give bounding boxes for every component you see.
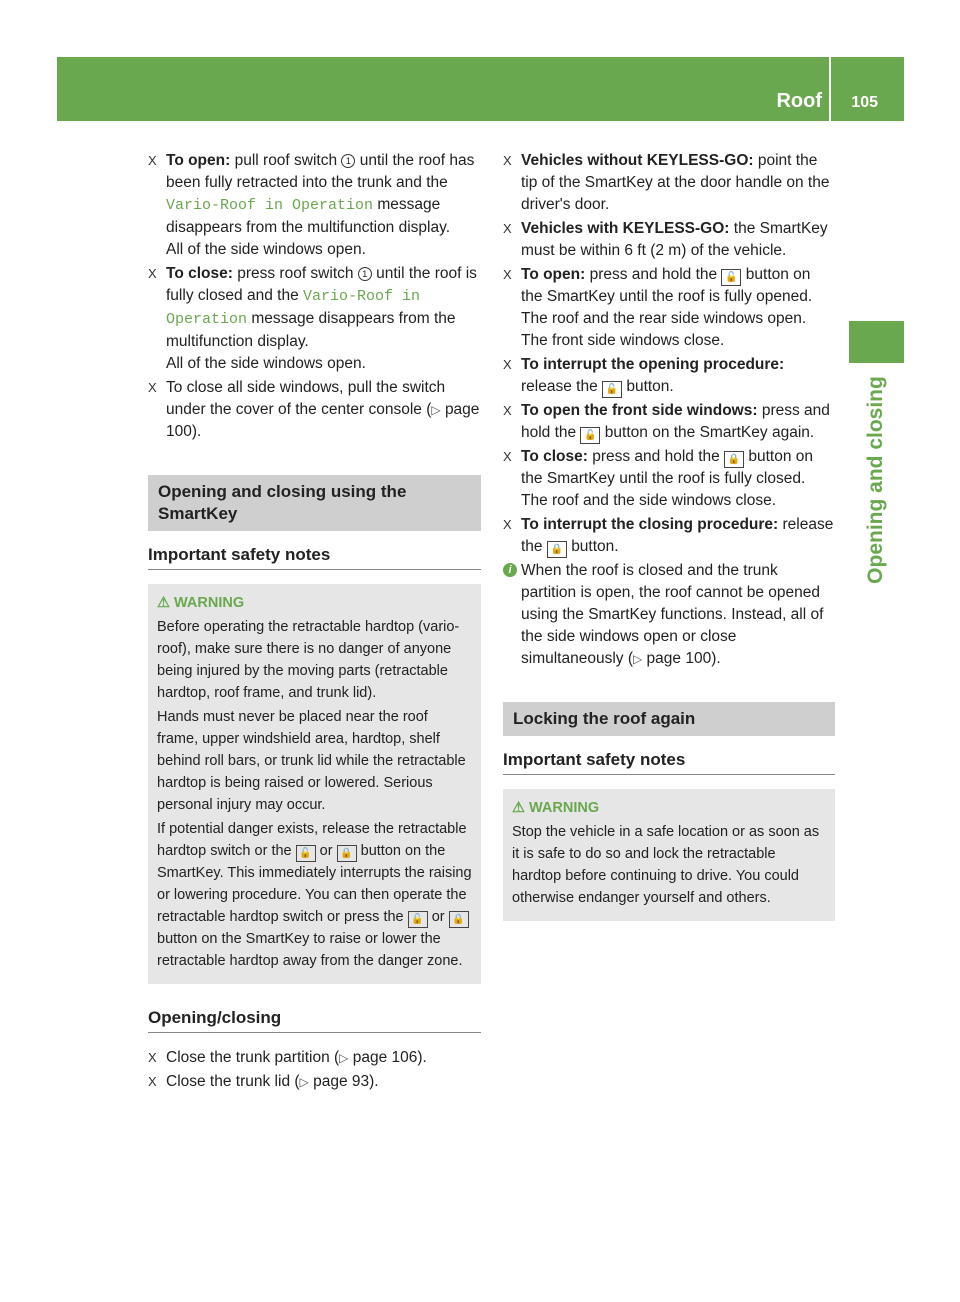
- list-item: X To open: pull roof switch 1 until the roof has been fully retracted into the trunk and the Vario-Roof in Operation message disappears from the multifunction display. All of the side windows open.: [148, 152, 475, 258]
- bullet-arrow-icon: X: [148, 1050, 157, 1065]
- unlock-icon: 🔓: [580, 427, 600, 444]
- section-title: Roof: [776, 90, 822, 112]
- list-item: X To interrupt the opening procedure: release the 🔓 button.: [503, 354, 835, 398]
- warning-title: WARNING: [174, 595, 245, 611]
- list-item: X Vehicles without KEYLESS-GO: point the tip of the SmartKey at the door handle on the driver's door.: [503, 152, 830, 213]
- bullet-arrow-icon: X: [503, 449, 512, 464]
- list-item: X To open the front side windows: press and hold the 🔓 button on the SmartKey again.: [503, 400, 835, 444]
- bullet-arrow-icon: X: [503, 153, 512, 168]
- list-item: X To open: press and hold the 🔓 button on the SmartKey until the roof is fully opened. The roof and the rear side windows open. The front side windows close.: [503, 266, 813, 349]
- bullet-arrow-icon: X: [503, 517, 512, 532]
- info-icon: i: [503, 563, 517, 577]
- chapter-label: Opening and closing: [864, 376, 887, 584]
- header-divider: [829, 57, 831, 121]
- left-column: [148, 150, 481, 1095]
- bullet-arrow-icon: X: [148, 380, 157, 395]
- warning-title: WARNING: [529, 800, 600, 816]
- list-item: X Vehicles with KEYLESS-GO: the SmartKey must be within 6 ft (2 m) of the vehicle.: [503, 220, 828, 259]
- warning-icon: ⚠: [157, 595, 170, 611]
- unlock-icon: 🔓: [296, 845, 316, 862]
- bullet-arrow-icon: X: [148, 266, 157, 281]
- page-ref-icon: ▷: [633, 652, 643, 666]
- list-item: X To close: press and hold the 🔒 button on the SmartKey until the roof is fully closed. The roof and the side windows close.: [503, 448, 814, 509]
- lock-icon: 🔒: [724, 451, 744, 468]
- subsection-heading: Opening/closing: [148, 1008, 481, 1033]
- list-item: X To close all side windows, pull the switch under the cover of the center console (▷ page 100).: [148, 379, 480, 440]
- circled-one-icon: 1: [341, 154, 355, 168]
- unlock-icon: 🔓: [408, 911, 428, 928]
- info-note: i When the roof is closed and the trunk partition is open, the roof cannot be opened using the SmartKey functions. Instead, all of the side windows open or close simultaneously (▷ page 100).: [503, 560, 835, 670]
- lock-icon: 🔒: [547, 541, 567, 558]
- subsection-heading: Important safety notes: [503, 750, 835, 775]
- page-header: [57, 57, 904, 121]
- list-item: X To interrupt the closing procedure: release the 🔒 button.: [503, 514, 835, 558]
- display-message: Vario-Roof in Operation: [166, 197, 374, 214]
- chapter-tab: [849, 321, 904, 363]
- bullet-arrow-icon: X: [503, 357, 512, 372]
- lock-icon: 🔒: [449, 911, 469, 928]
- bullet-arrow-icon: X: [148, 153, 157, 168]
- subsection-heading: Important safety notes: [148, 545, 481, 570]
- page-ref-link[interactable]: page 93).: [313, 1073, 379, 1090]
- page-ref-icon: ▷: [431, 403, 441, 417]
- page-ref-icon: ▷: [339, 1051, 349, 1065]
- warning-icon: ⚠: [512, 800, 525, 816]
- lock-icon: 🔒: [337, 845, 357, 862]
- unlock-icon: 🔓: [721, 269, 741, 286]
- list-item: X Close the trunk partition (▷ page 106).: [148, 1047, 481, 1069]
- bullet-arrow-icon: X: [503, 403, 512, 418]
- page-ref-link[interactable]: page 106).: [352, 1049, 427, 1066]
- page-ref-icon: ▷: [299, 1075, 309, 1089]
- list-item: X Close the trunk lid (▷ page 93).: [148, 1071, 481, 1093]
- page-ref-link[interactable]: page 100).: [166, 401, 480, 440]
- page-number: 105: [851, 94, 878, 111]
- warning-box: ⚠ WARNING Before operating the retractable hardtop (vario-roof), make sure there is no danger of anyone being injured by the moving parts (retractable hardtop, roof frame, and trunk lid). Hands must never be placed near the roof frame, upper windshield area, hardtop, shelf behind roll bars, or trunk lid while the retractable hardtop is being raised or lowered. Serious personal injury may occur. If potential danger exists, release the retractable hardtop switch or the 🔓 or 🔒 button on the SmartKey. This immediately interrupts the raising or lowering procedure. You can then operate the retractable hardtop switch or press the 🔓 or 🔒 button on the SmartKey to raise or lower the retractable hardtop away from the danger zone.: [148, 584, 481, 984]
- unlock-icon: 🔓: [602, 381, 622, 398]
- bullet-arrow-icon: X: [148, 1074, 157, 1089]
- bullet-arrow-icon: X: [503, 267, 512, 282]
- warning-box: ⚠ WARNING Stop the vehicle in a safe location or as soon as it is safe to do so and lock the retractable hardtop before continuing to drive. You could otherwise endanger yourself and others.: [503, 789, 835, 921]
- right-column: [503, 150, 835, 921]
- section-heading: Opening and closing using the SmartKey: [148, 475, 481, 531]
- display-message: Vario-Roof in Operation: [166, 288, 421, 328]
- page-ref-link[interactable]: page 100).: [646, 650, 721, 667]
- bullet-arrow-icon: X: [503, 221, 512, 236]
- list-item: X To close: press roof switch 1 until the roof is fully closed and the Vario-Roof in Operation message disappears from the multifunction display. All of the side windows open.: [148, 265, 477, 372]
- circled-one-icon: 1: [358, 267, 372, 281]
- section-heading: Locking the roof again: [503, 702, 835, 736]
